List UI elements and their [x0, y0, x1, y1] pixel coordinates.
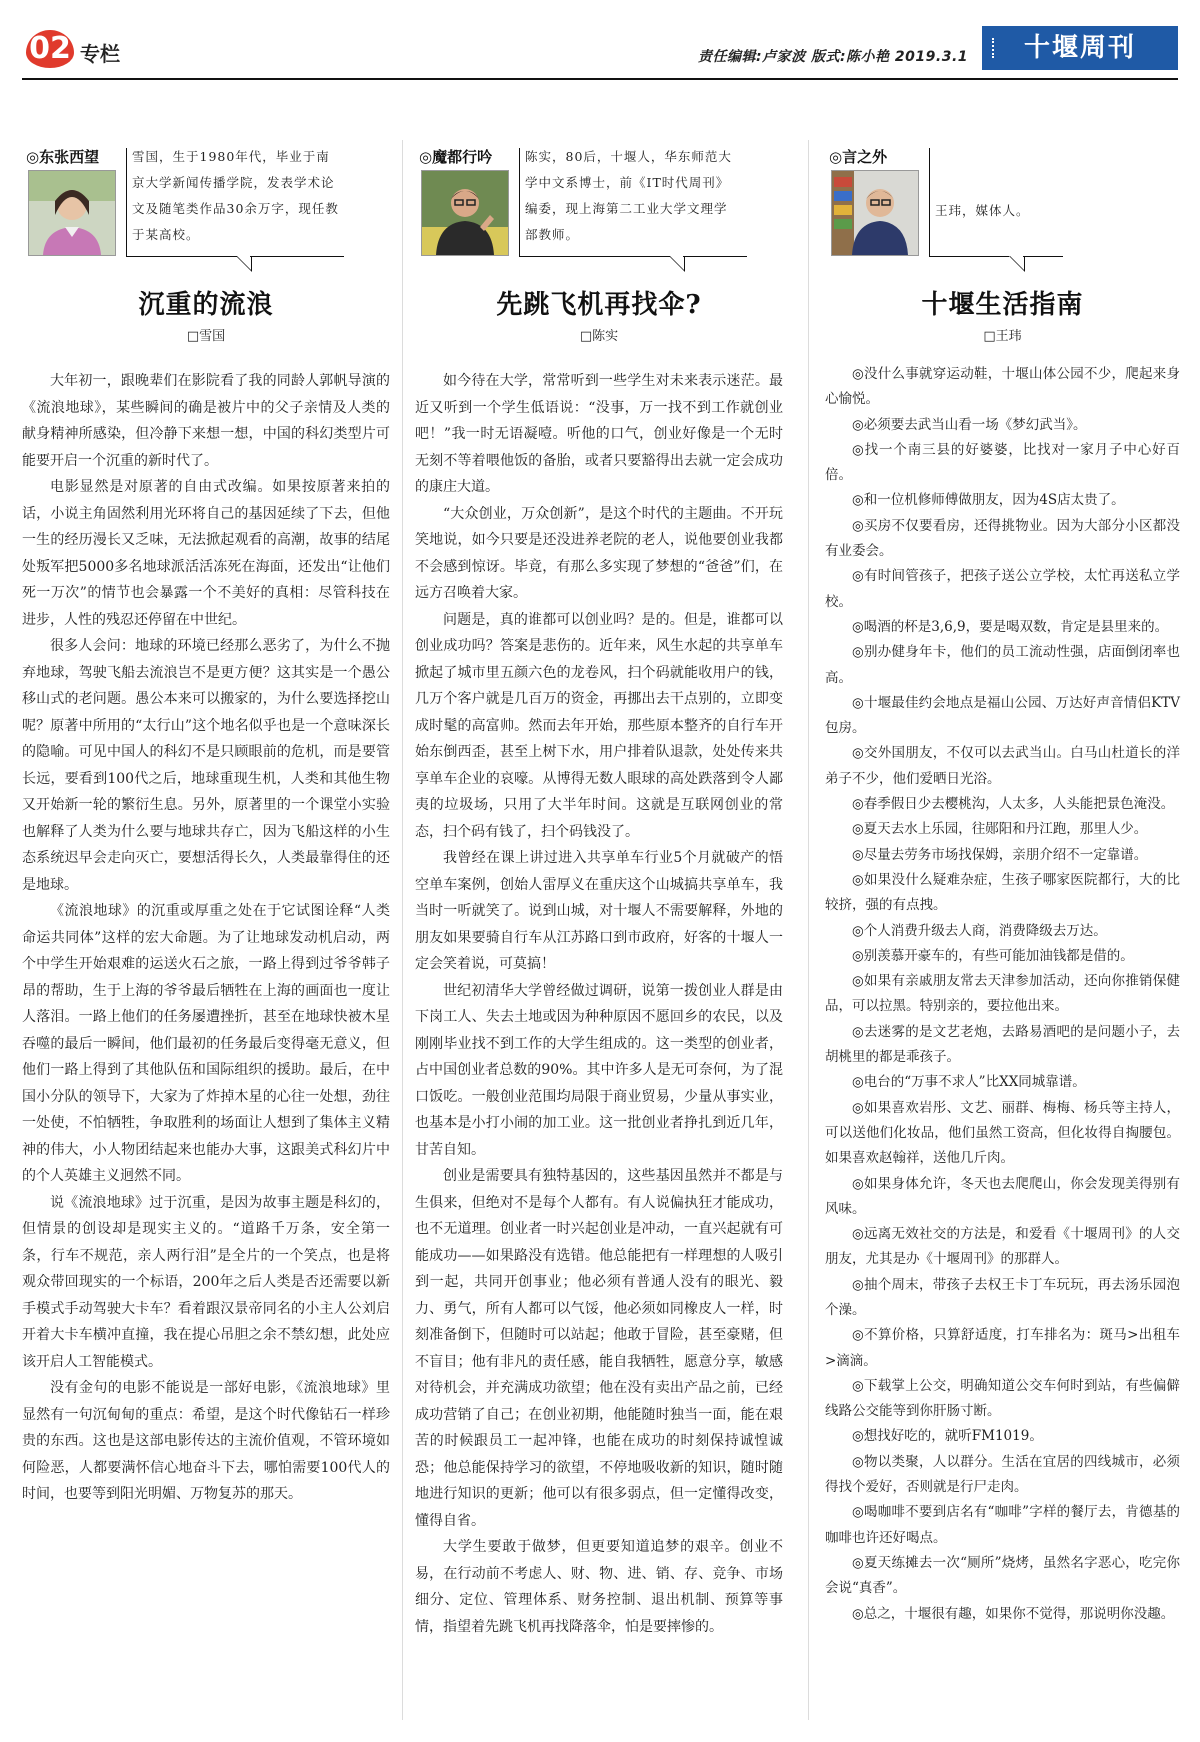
- tip-item: ◎别羡慕开豪车的，有些可能加油钱都是借的。: [852, 947, 1134, 964]
- editor-info: 责任编辑:卢家波 版式:陈小艳 2019.3.1: [697, 49, 968, 65]
- column-name: ◎东张西望: [26, 148, 100, 166]
- article-body: [825, 362, 1180, 1627]
- paragraph: 很多人会问：地球的环境已经那么恶劣了，为什么不抛弃地球，驾驶飞船去流浪岂不是更方便？这其实是一个愚公移山式的老问题。愚公本来可以搬家的，为什么要选择挖山呢？原著中所用的“太行山”这个地名似乎也是一个意味深长的隐喻。可见中国人的科幻不是只顾眼前的危机，而是要管长远，要看到100代之后，地球重现生机，人类和其他生物又开始新一轮的繁衍生息。另外，原著里的一个课堂小实验也解释了人类为什么要与地球共存亡，因为飞船这样的小生态系统迟早会走向灭亡，要想活得长久，人类最靠得住的还是地球。: [22, 638, 390, 893]
- author-photo: [28, 170, 116, 256]
- article-title: 十堰生活指南: [921, 290, 1084, 320]
- tip-item: ◎抽个周末，带孩子去权王卡丁车玩玩，再去汤乐园泡个澡。: [825, 1276, 1180, 1318]
- paragraph: “大众创业，万众创新”，是这个时代的主题曲。不开玩笑地说，如今只要是还没进养老院的老人，说他要创业我都不会感到惊讶。毕竟，有那么多实现了梦想的“爸爸”们，在远方召唤着大家。: [415, 505, 783, 601]
- frame-line: [929, 148, 930, 256]
- tip-item: ◎如果没什么疑难杂症，生孩子哪家医院都行，大的比较挤，强的有点拽。: [825, 871, 1180, 914]
- paragraph: 我曾经在课上讲过进入共享单车行业5个月就破产的悟空单车案例，创始人雷厚义在重庆这个山城搞共享单车，我当时一听就笑了。说到山城，对十堰人不需要解释，外地的朋友如果要骑自行车从江苏路口到市政府，好客的十堰人一定会笑着说，可莫搞！: [415, 850, 783, 972]
- tip-item: ◎买房不仅要看房，还得挑物业。因为大部分小区都没有业委会。: [825, 517, 1180, 560]
- page-number: 02: [26, 30, 74, 68]
- article-body: [415, 368, 783, 1640]
- column-name: ◎言之外: [829, 148, 888, 166]
- paragraph: 没有金句的电影不能说是一部好电影，《流浪地球》里显然有一句沉甸甸的重点：希望，是这个时代像钻石一样珍贵的东西。这也是这部电影传达的主流价值观，不管环境如何险恶，人都要满怀信心地奋斗下去，哪怕需要100代人的时间，也要等到阳光明媚、万物复苏的那天。: [22, 1380, 390, 1502]
- tip-item: ◎和一位机修师傅做朋友，因为4S店太贵了。: [852, 492, 1125, 509]
- tip-item: ◎喝酒的杯是3,6,9，要是喝双数，肯定是县里来的。: [852, 618, 1169, 635]
- paragraph: 世纪初清华大学曾经做过调研，说第一拨创业人群是由下岗工人、失去土地或因为种种原因不愿回乡的农民，以及刚刚毕业找不到工作的大学生组成的。这一类型的创业者，占中国创业者总数的90%。其中许多人是无可奈何，为了混口饭吃。一般创业范围均局限于商业贸易，少量从事实业，也基本是小打小闹的加工业。这一批创业者挣扎到近几年，甘苦自知。: [415, 982, 783, 1158]
- paragraph: 大学生要敢于做梦，但更要知道追梦的艰辛。创业不易，在行动前不考虑人、财、物、进、销、存、竞争、市场细分、定位、管理体系、财务控制、退出机制、预算等事情，指望着先跳飞机再找降落伞，怕是要摔惨的。: [415, 1539, 783, 1635]
- column-name: ◎魔都行吟: [419, 148, 493, 166]
- tip-item: ◎尽量去劳务市场找保姆，亲朋介绍不一定靠谱。: [852, 846, 1148, 863]
- brand-logo: [982, 26, 1178, 70]
- tip-item: ◎去迷雾的是文艺老炮，去路易酒吧的是问题小子，去胡桃里的都是乖孩子。: [825, 1023, 1180, 1066]
- tip-item: ◎找一个南三县的好婆婆，比找对一家月子中心好百倍。: [825, 441, 1180, 484]
- article-body: [22, 368, 390, 1508]
- tip-item: ◎交外国朋友，不仅可以去武当山。白马山杜道长的洋弟子不少，他们爱晒日光浴。: [825, 745, 1180, 787]
- tip-item: ◎电台的“万事不求人”比XX同城靠谱。: [852, 1074, 1086, 1091]
- article-title: 先跳飞机再找伞?: [496, 290, 702, 320]
- frame-line: [929, 256, 1009, 257]
- tip-item: ◎总之，十堰很有趣，如果你不觉得，那说明你没趣。: [852, 1605, 1175, 1622]
- tip-item: ◎春季假日少去樱桃沟，人太多，人头能把景色淹没。: [852, 796, 1175, 813]
- column-2: [415, 140, 783, 1640]
- author-bio: 王玮，媒体人。: [935, 203, 1030, 218]
- paragraph: 大年初一，跟晚辈们在影院看了我的同龄人郭帆导演的《流浪地球》，某些瞬间的确是被片中的父子亲情及人类的献身精神所感染，但冷静下来想一想，中国的科幻类型片可能要开启一个沉重的新时代了。: [22, 373, 390, 469]
- article-title: 沉重的流浪: [138, 290, 274, 320]
- tip-item: ◎下载掌上公交，明确知道公交车何时到站，有些偏僻线路公交能等到你肝肠寸断。: [825, 1377, 1180, 1420]
- brand-name: 十堰周刊: [1023, 33, 1136, 63]
- author-box: [825, 140, 1180, 280]
- paragraph: 创业是需要具有独特基因的，这些基因虽然并不都是与生俱来，但绝对不是每个人都有。有人说偏执狂才能成功，也不无道理。创业者一时兴起创业是冲动，一直兴起就有可能成功——如果路没有选错。他总能把有一样理想的人吸引到一起，共同开创事业；他必须有普通人没有的眼光、毅力、勇气，所有人都可以气馁，他必须如同橡皮人一样，时刻准备倒下，但随时可以站起；他敢于冒险，甚至豪赌，但不盲目；他有非凡的责任感，能自我牺牲，愿意分享，敏感对待机会，并充满成功欲望；他在没有卖出产品之前，已经成功营销了自己；在创业初期，他能随时独当一面，能在艰苦的时候跟员工一起冲锋，也能在成功的时刻保持诚惶诚恐；他总能保持学习的欲望，不停地吸收新的知识，随时随地进行知识的更新；他可以有很多弱点，但一定懂得改变，懂得自省。: [415, 1168, 783, 1529]
- frame-line: [126, 256, 344, 257]
- tip-item: ◎十堰最佳约会地点是福山公园、万达好声音情侣KTV包房。: [825, 694, 1180, 737]
- tip-item: ◎物以类聚，人以群分。生活在宜居的四线城市，必须得找个爱好，否则就是行尸走肉。: [825, 1453, 1180, 1496]
- tip-item: ◎夏天练摊去一次“厕所”烧烤，虽然名字恶心，吃完你会说“真香”。: [825, 1554, 1180, 1597]
- frame-line: [519, 148, 520, 256]
- paragraph: 《流浪地球》的沉重或厚重之处在于它试图诠释“人类命运共同体”这样的宏大命题。为了让地球发动机启动，两个中学生开始艰难的运送火石之旅，一路上得到过爷爷韩子昂的帮助，生于上海的爷爷最后牺牲在上海的画面也一度让人落泪。一路上他们的任务屡遭挫折，甚至在地球快被木星吞噬的最后一瞬间，他们最初的任务最后变得毫无意义，但他们一路上得到了其他队伍和国际组织的援助。最后，在中国小分队的领导下，大家为了炸掉木星的心往一处想，劲往一处使，不怕牺牲，争取胜利的场面让人想到了集体主义精神的伟大，小人物团结起来也能办大事，这跟美式科幻片中的个人英雄主义迥然不同。: [22, 903, 390, 1184]
- tip-item: ◎没什么事就穿运动鞋，十堰山体公园不少，爬起来身心愉悦。: [825, 366, 1180, 408]
- tip-item: ◎如果有亲戚朋友常去天津参加活动，还向你推销保健品，可以拉黑。特别亲的，要拉他出来。: [825, 973, 1180, 1015]
- author-box: [415, 140, 783, 280]
- tip-item: ◎有时间管孩子，把孩子送公立学校，太忙再送私立学校。: [825, 568, 1180, 610]
- tip-item: ◎个人消费升级去人商，消费降级去万达。: [852, 922, 1107, 939]
- paragraph: 说《流浪地球》过于沉重，是因为故事主题是科幻的，但情景的创设却是现实主义的。“道路千万条，安全第一条，行车不规范，亲人两行泪”是全片的一个笑点，也是将观众带回现实的一个标语，200年之后人类是否还需要以新手模式手动驾驶大卡车？看着跟汉景帝同名的小主人公刘启开着大卡车横冲直撞，我在提心吊胆之余不禁幻想，此处应该开启人工智能模式。: [22, 1194, 390, 1370]
- frame-line: [126, 148, 127, 256]
- page-header: [22, 26, 1178, 76]
- tip-item: ◎远离无效社交的方法是，和爱看《十堰周刊》的人交朋友，尤其是办《十堰周刊》的那群人。: [825, 1226, 1180, 1268]
- article-byline: □雪国: [186, 329, 226, 344]
- tip-item: ◎夏天去水上乐园，往郧阳和丹江跑，那里人少。: [852, 821, 1148, 838]
- tip-item: ◎必须要去武当山看一场《梦幻武当》。: [852, 416, 1087, 433]
- frame-line: [250, 256, 276, 257]
- paragraph: 问题是，真的谁都可以创业吗？是的。但是，谁都可以创业成功吗？答案是悲伤的。近年来，风生水起的共享单车掀起了城市里五颜六色的龙卷风，扫个码就能收用户的钱，几万个客户就是几百万的资金，再挪出去干点别的，立即变成时髦的高富帅。然而去年开始，那些原本整齐的自行车开始东倒西歪，甚至上树下水，用户排着队退款，处处传来共享单车企业的哀嚎。从博得无数人眼球的高处跌落到令人鄙夷的垃圾场，只用了大半年时间。这就是互联网创业的常态，扫个码有钱了，扫个码钱没了。: [415, 611, 783, 840]
- logo-dots: [992, 38, 998, 58]
- column-1: [22, 140, 390, 1508]
- author-photo: [421, 170, 509, 256]
- author-bio: 陈实，80后，十堰人，华东师范大学中文系博士，前《IT时代周刊》编委，现上海第二工业大学文理学部教师。: [525, 149, 732, 242]
- header-divider: [22, 78, 1178, 80]
- tip-item: ◎如果身体允许，冬天也去爬爬山，你会发现美得别有风味。: [825, 1175, 1180, 1217]
- tip-item: ◎喝咖啡不要到店名有“咖啡”字样的餐厅去，肯德基的咖啡也许还好喝点。: [825, 1504, 1180, 1546]
- frame-line: [519, 256, 747, 257]
- tip-item: ◎想找好吃的，就听FM1019。: [852, 1428, 1043, 1445]
- column-3: [825, 140, 1180, 1627]
- article-byline: □陈实: [579, 329, 619, 344]
- tip-item: ◎如果喜欢岩彤、文艺、丽群、梅梅、杨兵等主持人，可以送他们化妆品，他们虽然工资高，但化妆得自掏腰包。如果喜欢赵翰祥，送他几斤肉。: [825, 1099, 1180, 1167]
- author-box: [22, 140, 390, 280]
- section-title: 专栏: [80, 42, 120, 66]
- tip-item: ◎不算价格，只算舒适度，打车排名为：斑马>出租车>滴滴。: [825, 1327, 1180, 1369]
- paragraph: 电影显然是对原著的自由式改编。如果按原著来拍的话，小说主角固然利用光环将自己的基因延续了下去，但他一生的经历漫长又乏味，无法掀起观看的高潮，故事的结尾处叛军把5000多名地球派活活冻死在海面，还发出“让他们死一万次”的情节也会暴露一个不美好的真相：尽管科技在进步，人性的残忍还停留在中世纪。: [22, 479, 390, 628]
- article-byline: □王玮: [983, 329, 1022, 344]
- column-divider: [808, 140, 809, 1720]
- tip-item: ◎别办健身年卡，他们的员工流动性强，店面倒闭率也高。: [825, 644, 1180, 686]
- frame-line: [683, 256, 699, 257]
- frame-line: [1023, 256, 1063, 257]
- author-photo: [831, 170, 919, 256]
- paragraph: 如今待在大学，常常听到一些学生对未来表示迷茫。最近又听到一个学生低语说：“没事，万一找不到工作就创业吧！”我一时无语凝噎。听他的口气，创业好像是一个无时无刻不等着喂他饭的备胎，或者只要豁得出去就一定会成功的康庄大道。: [415, 373, 783, 495]
- column-divider: [402, 140, 403, 1720]
- author-bio: 雪国，生于1980年代，毕业于南京大学新闻传播学院，发表学术论文及随笔类作品30余万字，现任教于某高校。: [132, 149, 339, 242]
